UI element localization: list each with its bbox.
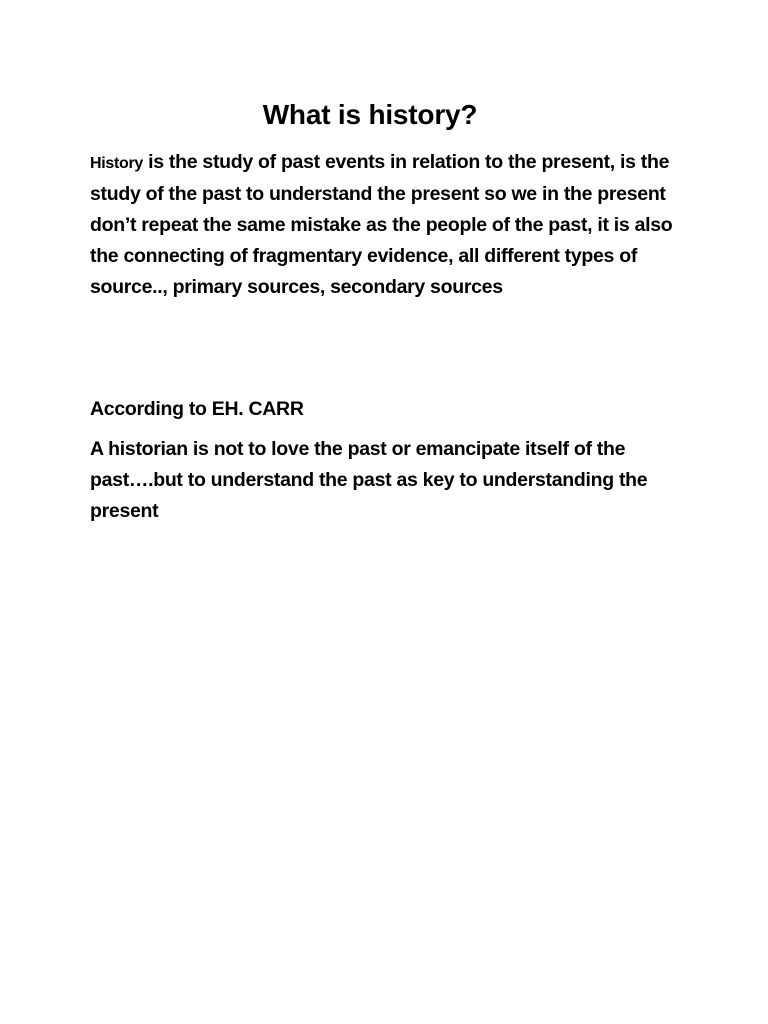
definition-paragraph [90,147,700,303]
quote-heading: According to EH. CARR [90,398,304,420]
quote-paragraph: A historian is not to love the past or emancipate itself of the past….but to understand the past as key to understanding the present [90,438,648,522]
document-title: What is history? [262,99,478,130]
definition-lead-word: History [90,155,144,172]
definition-text: is the study of past events in relation to the present, is the study of the past to understand the present so we in the present don’t repeat the same mistake as the people of the past, it is also the connecting of fragmentary evidence, all different types of source.., primary sources, secondary sources [90,151,673,298]
